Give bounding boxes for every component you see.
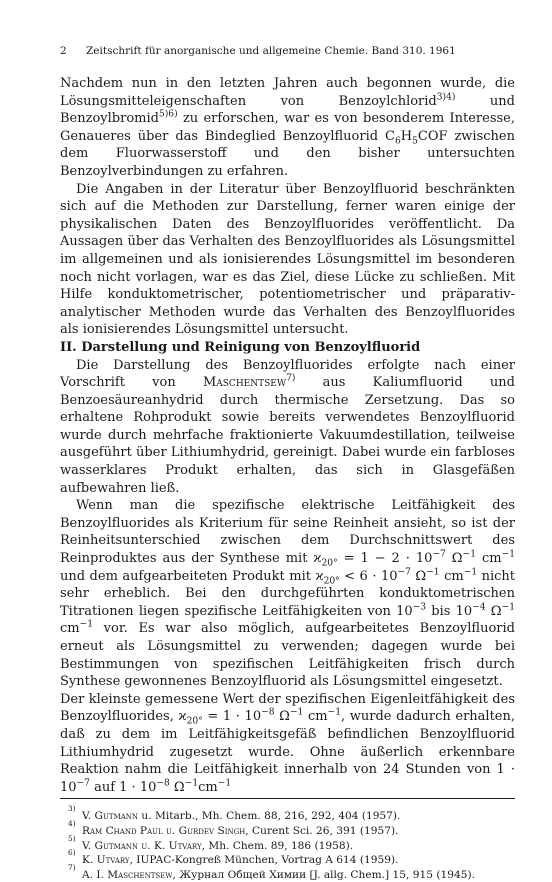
exponent: −1 bbox=[289, 708, 304, 719]
exponent: −4 bbox=[472, 602, 486, 613]
text-run: aus Kaliumfluorid und Benzoesäureanhydrid durch thermische Zersetzung. Das so erhaltene Rohprodukt sowie bereits verwendetes Benzoylfluorid wurde durch mehrfache fraktionierte Vakuumdestillation, teilweise ausgeführt über Lithiumhydrid, gereinigt. Dabei wurde ein farbloses wasserklares Produkt erhalten, das sich in Glasgefäßen aufbewahren ließ. bbox=[60, 375, 515, 496]
reference-source: u. Mitarb., Mh. Chem. 88, 216, 292, 404 (1957). bbox=[138, 810, 401, 823]
exponent: −1 bbox=[426, 567, 440, 578]
text-run: Wenn man die spezifische elektrische Leitfähigkeit des Benzoylfluorides als Kriterium für seine Reinheit ansieht, so ist der Reinheitsunterschied zwischen dem Durchschnittswert des Reinproduktes aus der Synthese mit ϰ bbox=[60, 498, 515, 567]
exponent: −7 bbox=[76, 778, 90, 789]
page-number: 2 bbox=[60, 45, 67, 57]
text-run: cm bbox=[439, 568, 464, 584]
text-run: < 6 · 10 bbox=[339, 568, 398, 584]
citation-ref: 7) bbox=[286, 373, 296, 384]
reference-author: V. Gutmann bbox=[82, 810, 139, 823]
text-run: Die Darstellung des Benzoylfluorides erfolgte nach einer Vorschrift von bbox=[60, 357, 515, 391]
exponent: −1 bbox=[462, 549, 476, 560]
author-name: Maschentsew bbox=[202, 375, 287, 391]
text-run: , wurde dadurch erhalten, daß zu dem im Leitfähigkeitsgefäß befindlichen Benzoylfluorid Lithiumhydrid zugesetzt wurde. Ohne äußerlich erkennbare Reaktion nahm die Leitfähigkeit innerhalb von 24 Stunden von 1 · 10 bbox=[60, 709, 515, 795]
reference-source: , Mh. Chem. 89, 186 (1958). bbox=[201, 839, 354, 852]
note-divider bbox=[60, 798, 515, 799]
reference-item: 4) Ram Chand Paul u. Gurdev Singh, Curent Sci. 26, 391 (1957). bbox=[68, 818, 399, 837]
exponent: −8 bbox=[261, 708, 275, 719]
text-run: H bbox=[400, 128, 413, 144]
text-run: bis 10 bbox=[426, 603, 473, 619]
text-run: cm bbox=[60, 621, 80, 637]
text-run: und Benzoylbromid bbox=[60, 93, 515, 127]
formula-subscript: 20° bbox=[321, 558, 338, 569]
text-run: Der kleinste gemessene Wert der spezifischen Eigenleitfähigkeit des Benzoylfluorides, ϰ bbox=[60, 691, 515, 725]
text-run: und dem aufgearbeiteten Produkt mit ϰ bbox=[60, 568, 324, 584]
text-run: zu erforschen, war es von besonderem Interesse, Genaueres über das Bindeglied Benzoylfluorid C bbox=[60, 111, 515, 144]
text-run: = 1 · 10 bbox=[202, 709, 262, 725]
running-title: Zeitschrift für anorganische und allgemeine Chemie. Band 310. 1961 bbox=[86, 45, 456, 57]
text-run: vor. Es war also möglich, aufgearbeitetes Benzoylfluorid erneut als Lösungsmittel zu verwenden; dagegen wurde bei Bestimmungen von spezifischen Leitfähigkeiten frisch durch Synthese gewonnenes Benzoylfluorid als Lösungsmittel eingesetzt. bbox=[60, 621, 515, 690]
text-run: cm bbox=[198, 779, 218, 795]
running-header bbox=[60, 44, 515, 58]
reference-item: 3) V. Gutmann u. Mitarb., Mh. Chem. 88, 216, 292, 404 (1957). bbox=[68, 804, 401, 823]
text-run: = 1 − 2 · 10 bbox=[337, 551, 433, 567]
exponent: −1 bbox=[501, 549, 515, 560]
paragraph-intro bbox=[60, 75, 515, 181]
paragraph-literature: Die Angaben in der Literatur über Benzoylfluorid beschränkten sich auf die Methoden zur Darstellung, ferner waren einige der physikalischen Daten des Benzoylfluorides veröffentlicht. Da Aussagen über das Verhalten des Benzoylfluorides als Lösungsmittel im allgemeinen und als ionisierendes Lösungsmittel im besonderen noch nicht vorlagen, war es das Ziel, diese Lücke zu schließen. Mit Hilfe konduktometrischer, potentiometrischer und präparativ-analytischer Methoden wurde das Verhalten des Benzoylfluorides als ionisierendes Lösungsmittel untersucht. bbox=[60, 181, 515, 338]
footnote-references bbox=[60, 804, 515, 882]
reference-author: K. Utvary bbox=[82, 854, 130, 867]
reference-item: 5) V. Gutmann u. K. Utvary, Mh. Chem. 89, 186 (1958). bbox=[68, 833, 354, 852]
paragraph-conductivity bbox=[60, 497, 515, 691]
text-run: nicht sehr erheblich. Bei den durchgeführten konduktometrischen Titrationen liegen spezifische Leitfähigkeiten von 10 bbox=[60, 568, 516, 619]
text-run: Ω bbox=[410, 568, 427, 584]
text-run: Nachdem nun in den letzten Jahren auch begonnen wurde, die Lösungsmitteleigenschaften von Benzoylchlorid bbox=[60, 76, 515, 109]
formula-subscript: 20° bbox=[186, 716, 203, 727]
text-run: Ω bbox=[485, 603, 502, 619]
reference-item: 7) A. I. Maschentsew, Журнал Общей Химии [J. allg. Chem.] 15, 915 (1945). bbox=[68, 862, 475, 881]
exponent: −7 bbox=[397, 567, 411, 578]
exponent: −1 bbox=[501, 602, 515, 613]
reference-source: , IUPAC-Kongreß München, Vortrag A 614 (1959). bbox=[129, 854, 399, 867]
reference-author: A. I. Maschentsew bbox=[82, 868, 173, 881]
reference-author: Ram Chand Paul u. Gurdev Singh bbox=[82, 824, 246, 837]
reference-item: 6) K. Utvary, IUPAC-Kongreß München, Vortrag A 614 (1959). bbox=[68, 848, 399, 867]
text-run: auf 1 · 10 bbox=[89, 779, 157, 795]
text-run: Ω bbox=[169, 779, 185, 795]
small-print-note bbox=[60, 691, 515, 797]
exponent: −7 bbox=[432, 549, 446, 560]
exponent: −1 bbox=[463, 567, 478, 578]
formula-subscript: 20° bbox=[323, 576, 340, 587]
section-heading: II. Darstellung und Reinigung von Benzoylfluorid bbox=[60, 339, 421, 355]
exponent: −1 bbox=[327, 708, 341, 719]
citation-ref: 3)4) bbox=[436, 92, 456, 103]
formula-subscript: 5 bbox=[412, 136, 418, 147]
paragraph-preparation bbox=[60, 357, 515, 498]
text-run: Ω bbox=[445, 551, 463, 567]
text-run: cm bbox=[476, 551, 502, 567]
main-text bbox=[60, 75, 515, 796]
formula-subscript: 6 bbox=[394, 136, 401, 147]
text-run: cm bbox=[303, 709, 328, 725]
exponent: −3 bbox=[412, 602, 427, 613]
journal-page bbox=[60, 44, 515, 882]
reference-author: V. Gutmann u. K. Utvary bbox=[82, 839, 202, 852]
exponent: −1 bbox=[184, 778, 199, 789]
text-run: COF zwischen dem Fluorwasserstoff und den bisher untersuchten Benzoylverbindungen zu erfahren. bbox=[60, 128, 515, 179]
citation-ref: 5)6) bbox=[158, 109, 178, 120]
exponent: −1 bbox=[217, 778, 232, 789]
exponent: −1 bbox=[79, 620, 94, 631]
exponent: −8 bbox=[156, 778, 170, 789]
text-run: Ω bbox=[274, 709, 290, 725]
reference-source: , Журнал Общей Химии [J. allg. Chem.] 15, 915 (1945). bbox=[172, 868, 475, 881]
reference-source: , Curent Sci. 26, 391 (1957). bbox=[245, 824, 399, 837]
